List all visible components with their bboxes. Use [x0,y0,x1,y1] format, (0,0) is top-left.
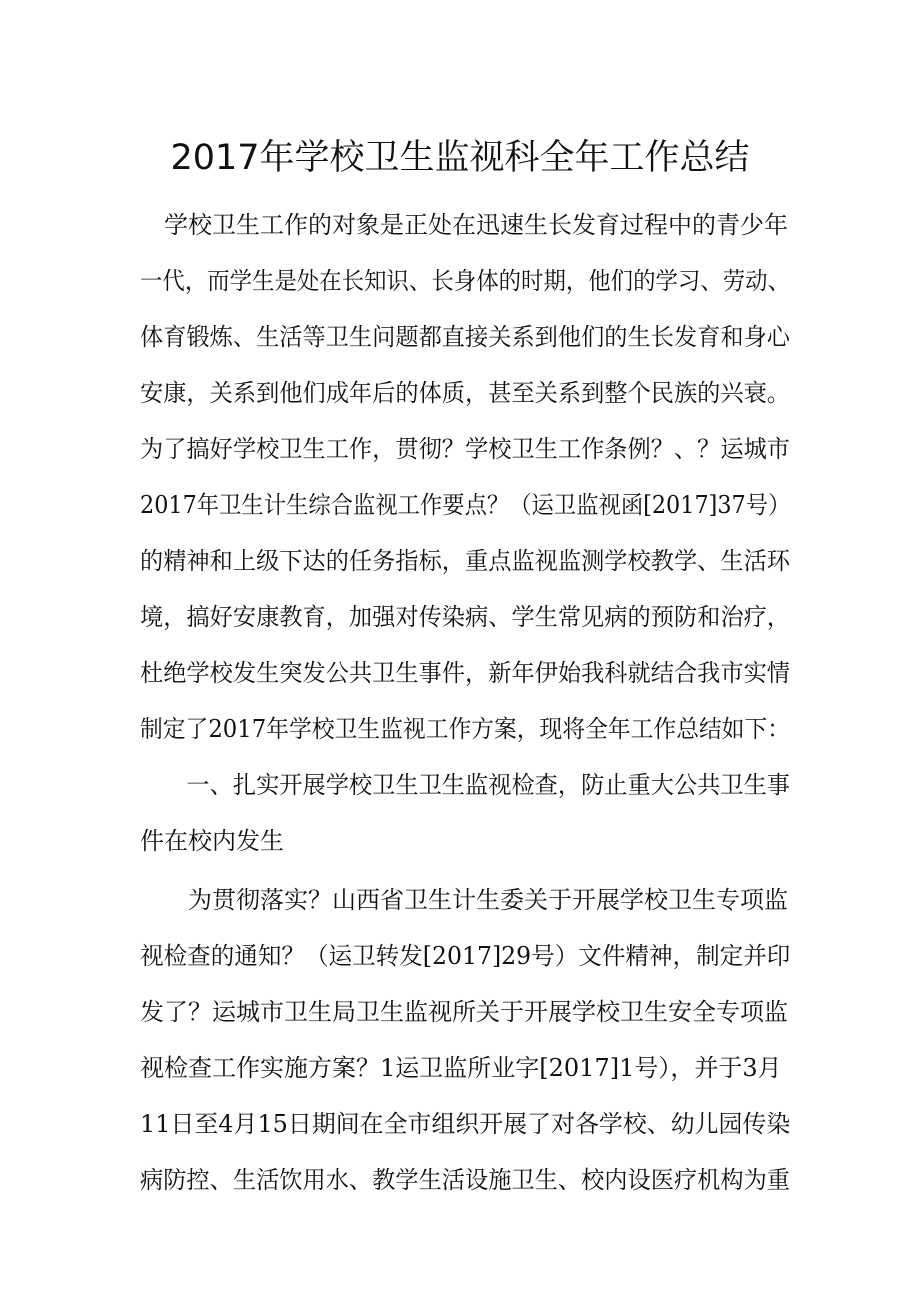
document-title: 2017年学校卫生监视科全年工作总结 [170,138,750,178]
paragraph-line: 病防控、生活饮用水、教学生活设施卫生、校内设医疗机构为重 [140,1166,791,1194]
paragraph-line: 为贯彻落实？山西省卫生计生委关于开展学校卫生专项监 [140,886,788,914]
section-heading-line: 一、扎实开展学校卫生卫生监视检查，防止重大公共卫生事 [140,771,791,799]
paragraph-line: 的精神和上级下达的任务指标，重点监视监测学校教学、生活环 [140,547,791,575]
paragraph-line: 安康，关系到他们成年后的体质，甚至关系到整个民族的兴衰。 [140,379,791,407]
paragraph-line: 11日至4月15日期间在全市组织开展了对各学校、幼儿园传染 [140,1110,791,1138]
paragraph-line: 为了搞好学校卫生工作，贯彻？学校卫生工作条例？、？运城市 [140,435,791,463]
paragraph-line: 学校卫生工作的对象是正处在迅速生长发育过程中的青少年 [140,211,788,239]
paragraph-line: 发了？运城市卫生局卫生监视所关于开展学校卫生安全专项监 [140,998,788,1026]
paragraph-line: 制定了2017年学校卫生监视工作方案，现将全年工作总结如下： [140,715,791,743]
paragraph-line: 视检查的通知？（运卫转发[2017]29号）文件精神，制定并印 [140,942,791,970]
section-heading-line: 件在校内发生 [140,827,284,855]
paragraph-line: 体育锻炼、生活等卫生问题都直接关系到他们的生长发育和身心 [140,323,791,351]
paragraph-line: 境，搞好安康教育，加强对传染病、学生常见病的预防和治疗， [140,603,791,631]
paragraph-line: 2017年卫生计生综合监视工作要点？（运卫监视函[2017]37号） [140,491,791,519]
paragraph-line: 杜绝学校发生突发公共卫生事件，新年伊始我科就结合我市实情 [140,659,791,687]
paragraph-line: 一代，而学生是处在长知识、长身体的时期，他们的学习、劳动、 [140,267,790,295]
paragraph-line: 视检查工作实施方案？1运卫监所业字[2017]1号），并于3月 [140,1054,782,1082]
